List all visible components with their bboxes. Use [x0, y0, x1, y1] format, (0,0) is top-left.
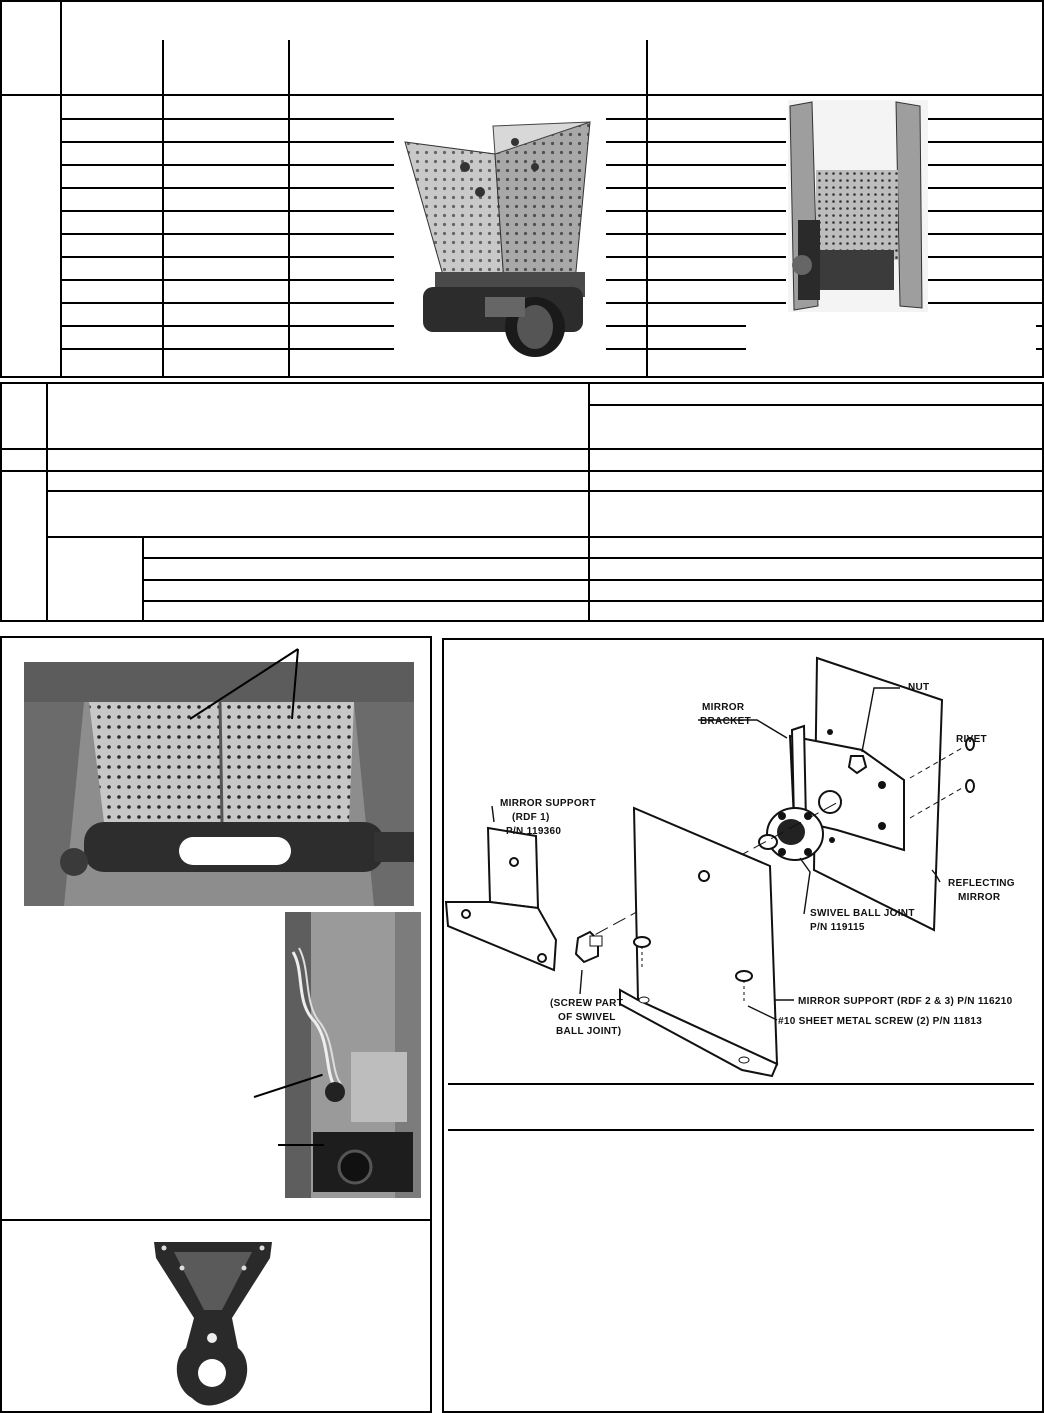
label-rivet: RIVET — [956, 734, 987, 745]
top-table-row-rule-end — [1036, 325, 1044, 327]
top-table-row-rule — [646, 187, 786, 189]
label-screw-part-1: (SCREW PART — [550, 998, 624, 1009]
top-table-row-rule — [162, 164, 288, 166]
top-table-row-rule — [288, 164, 394, 166]
top-table-row-rule — [928, 164, 1042, 166]
top-table-row-rule — [928, 118, 1042, 120]
top-table-row-rule — [162, 256, 288, 258]
top-table-row-rule — [62, 233, 162, 235]
label-mirror-support-rdf1-2: (RDF 1) — [512, 812, 550, 823]
label-nut: NUT — [908, 682, 930, 693]
top-table-row-rule — [606, 302, 646, 304]
top-table-row-rule — [606, 164, 646, 166]
igniter-side-photo — [285, 912, 421, 1198]
top-table-row-rule — [646, 233, 786, 235]
top-table-row-rule — [62, 348, 162, 350]
top-table-row-rule — [928, 187, 1042, 189]
label-screw-part-3: BALL JOINT) — [556, 1026, 622, 1037]
middle-table-col-a — [46, 382, 48, 622]
top-view-leader-lines — [170, 645, 310, 725]
mirror-support-rdf23-plate — [634, 808, 777, 1064]
top-table-row-rule — [646, 256, 786, 258]
top-table-row-rule — [606, 210, 646, 212]
top-table-row-rule — [162, 233, 288, 235]
top-table-row-rule — [162, 279, 288, 281]
middle-table-row-8 — [142, 600, 1044, 602]
top-table-row-rule — [606, 118, 646, 120]
top-table-row-rule — [646, 164, 786, 166]
igniter-leader-line-2 — [278, 1144, 324, 1146]
top-table-row-rule — [606, 141, 646, 143]
top-table-row-rule — [928, 256, 1042, 258]
top-table-row-rule — [646, 348, 746, 350]
middle-table-row-6 — [142, 557, 1044, 559]
label-mirror-bracket-1: MIRROR — [702, 702, 745, 713]
top-table-row-rule — [606, 325, 646, 327]
middle-table-row-3 — [0, 470, 1044, 472]
top-table-row-rule — [928, 210, 1042, 212]
top-table-row-rule — [928, 233, 1042, 235]
top-table-row-rule — [62, 141, 162, 143]
middle-table-row-2 — [0, 448, 1044, 450]
top-table-row-rule — [646, 279, 786, 281]
top-table-row-rule — [288, 233, 394, 235]
top-table-left-column-divider — [60, 0, 62, 378]
middle-table-frame — [0, 382, 1044, 622]
top-table-row-rule — [162, 325, 288, 327]
top-table-row-rule — [162, 302, 288, 304]
label-reflecting-mirror-2: MIRROR — [958, 892, 1001, 903]
top-table-row-rule — [62, 256, 162, 258]
right-panel-rule-2 — [448, 1129, 1034, 1131]
label-swivel-ball-joint-pn: P/N 119115 — [810, 922, 865, 933]
top-table-row-rule — [162, 210, 288, 212]
top-table-row-rule — [288, 187, 394, 189]
label-swivel-ball-joint: SWIVEL BALL JOINT — [810, 908, 915, 919]
right-panel-rule-1 — [448, 1083, 1034, 1085]
label-mirror-support-rdf1-pn: P/N 119360 — [506, 826, 562, 837]
top-table-row-rule — [646, 302, 786, 304]
burner-casting-photo — [152, 1238, 274, 1408]
top-table-row-rule — [162, 348, 288, 350]
top-table-row-rule — [62, 210, 162, 212]
burner-photo — [395, 112, 605, 370]
top-table-row-rule — [646, 118, 786, 120]
top-table-row-rule — [606, 348, 646, 350]
top-table-row-rule — [606, 256, 646, 258]
top-table-row-rule — [288, 302, 394, 304]
screw-part-swivel — [576, 932, 602, 962]
middle-table-col-b — [588, 382, 590, 622]
top-table-row-rule — [288, 141, 394, 143]
top-table-row-rule-end — [1036, 348, 1044, 350]
top-table-row-rule — [62, 325, 162, 327]
top-table-row-rule — [62, 302, 162, 304]
middle-table-row-7 — [142, 579, 1044, 581]
top-table-row-rule — [606, 279, 646, 281]
top-table-row-rule — [288, 325, 394, 327]
top-table-row-rule — [288, 256, 394, 258]
top-table-row-rule — [162, 187, 288, 189]
top-table-row-rule — [928, 279, 1042, 281]
label-screw-part-2: OF SWIVEL — [558, 1012, 616, 1023]
top-table-row-rule — [162, 118, 288, 120]
top-table-row-rule — [162, 141, 288, 143]
middle-table-row-5 — [46, 536, 1044, 538]
label-mirror-support-rdf1-1: MIRROR SUPPORT — [500, 798, 596, 809]
top-table-row-rule — [62, 279, 162, 281]
top-table-row-rule — [62, 164, 162, 166]
top-table-row-rule — [288, 279, 394, 281]
mirror-exploded-diagram — [442, 640, 1042, 1080]
top-table-row-rule — [646, 141, 786, 143]
middle-table-row-1a — [588, 404, 1044, 406]
top-table-row-rule — [646, 325, 746, 327]
top-table-row-rule — [928, 141, 1042, 143]
mirror-support-rdf1 — [446, 828, 556, 970]
top-table-row-rule — [62, 118, 162, 120]
top-table-row-rule — [62, 187, 162, 189]
top-table-row-rule — [928, 302, 1042, 304]
top-table-row-rule — [606, 233, 646, 235]
middle-table-row-4 — [46, 490, 1044, 492]
left-panel-divider — [0, 1219, 432, 1221]
top-table-row-rule — [288, 118, 394, 120]
top-table-row-rule — [646, 210, 786, 212]
label-mirror-support-rdf23: MIRROR SUPPORT (RDF 2 & 3) P/N 116210 — [798, 996, 1013, 1007]
top-table-row-rule — [606, 187, 646, 189]
burner-housing-photo — [788, 100, 928, 312]
top-table-row-rule — [288, 210, 394, 212]
top-table-row-rule — [288, 348, 394, 350]
label-mirror-bracket-2: BRACKET — [700, 716, 751, 727]
top-table-header-divider — [0, 94, 1044, 96]
label-reflecting-mirror-1: REFLECTING — [948, 878, 1015, 889]
label-sheet-metal-screw: #10 SHEET METAL SCREW (2) P/N 11813 — [778, 1016, 983, 1027]
